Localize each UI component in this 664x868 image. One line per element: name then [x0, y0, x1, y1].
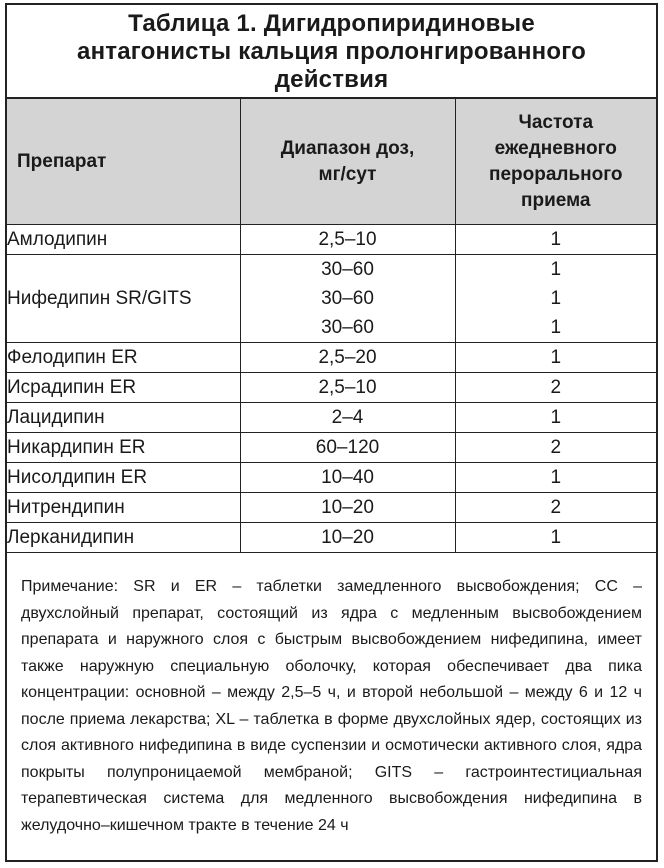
drug-name: Нифедипин SR/GITS — [7, 255, 240, 343]
daily-frequency: 1 — [455, 523, 656, 553]
daily-frequency: 1 — [455, 343, 656, 373]
drug-name: Лерканидипин — [7, 523, 240, 553]
header-drug: Препарат — [7, 99, 240, 225]
drug-name: Лацидипин — [7, 403, 240, 433]
table-row — [7, 343, 656, 373]
table-row — [7, 493, 656, 523]
header-dose-line-1: Диапазон доз, — [280, 137, 415, 159]
header-freq-line-3: перорального — [488, 163, 623, 185]
drug-table — [7, 99, 656, 553]
title-line-1: Таблица 1. Дигидропиридиновые — [128, 10, 535, 37]
title-line-3: действия — [274, 66, 389, 93]
dose-range: 2,5–10 — [240, 373, 455, 403]
daily-frequency: 2 — [455, 493, 656, 523]
table-row — [7, 463, 656, 493]
table-row — [7, 255, 656, 343]
dose-range-value: 30–60 — [321, 288, 374, 309]
daily-frequency-value: 1 — [550, 259, 562, 280]
daily-frequency: 2 — [455, 433, 656, 463]
dose-range: 2–4 — [240, 403, 455, 433]
dose-range: 10–20 — [240, 493, 455, 523]
table-row — [7, 523, 656, 553]
dose-range: 2,5–20 — [240, 343, 455, 373]
daily-frequency — [455, 255, 656, 343]
drug-name: Фелодипин ER — [7, 343, 240, 373]
title-line-2: антагонисты кальция пролонгированного — [77, 38, 586, 65]
drug-name: Нисолдипин ER — [7, 463, 240, 493]
daily-frequency: 1 — [455, 225, 656, 255]
header-freq-line-2: ежедневного — [494, 137, 617, 159]
table-row — [7, 225, 656, 255]
header-freq-line-1: Частота — [518, 111, 594, 133]
dose-range: 2,5–10 — [240, 225, 455, 255]
daily-frequency: 1 — [455, 403, 656, 433]
daily-frequency-value: 1 — [550, 317, 562, 338]
table-row — [7, 403, 656, 433]
table-header-row — [7, 99, 656, 225]
dose-range: 60–120 — [240, 433, 455, 463]
daily-frequency-value: 1 — [550, 288, 562, 309]
drug-name: Никардипин ER — [7, 433, 240, 463]
table-title — [7, 5, 656, 99]
dose-range-value: 30–60 — [321, 317, 374, 338]
table-row — [7, 433, 656, 463]
table-frame — [5, 3, 658, 862]
daily-frequency: 2 — [455, 373, 656, 403]
dose-range: 10–20 — [240, 523, 455, 553]
dose-range — [240, 255, 455, 343]
drug-name: Исрадипин ER — [7, 373, 240, 403]
dose-range-value: 30–60 — [321, 259, 374, 280]
drug-name: Нитрендипин — [7, 493, 240, 523]
drug-name: Амлодипин — [7, 225, 240, 255]
header-freq-line-4: приема — [521, 189, 591, 211]
daily-frequency: 1 — [455, 463, 656, 493]
table-row — [7, 373, 656, 403]
header-dose-range — [240, 99, 455, 225]
header-frequency — [455, 99, 656, 225]
dose-range: 10–40 — [240, 463, 455, 493]
header-dose-line-2: мг/сут — [318, 163, 377, 185]
table-footnote: Примечание: SR и ER – таблетки замедленного высвобождения; CC – двухслойный препарат, состоящий из ядра с медленным высвобождением препарата и наружного слоя с быстрым высвобождением нифедипина, имеет также наружную специальную оболочку, которая обеспечивает два пика концентрации: основной – между 2,5–5 ч, и второй небольшой – между 6 и 12 ч после приема лекарства; XL – таблетка в форме двухслойных ядер, состоящих из слоя активного нифедипина в виде суспензии и осмотически активного слоя, ядра покрыты полупроницаемой мембраной; GITS – гастроинтестициальная терапевтическая система для медленного высвобождения нифедипина в желудочно–кишечном тракте в течение 24 ч — [21, 578, 642, 834]
